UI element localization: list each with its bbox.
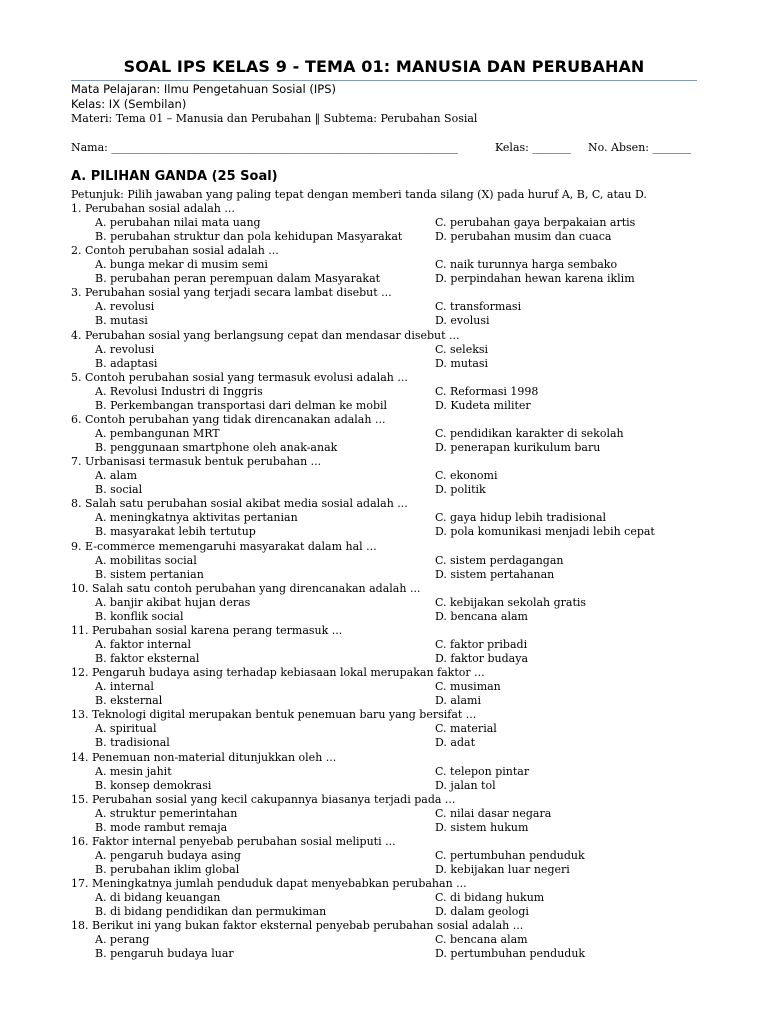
option-d[interactable]: D. pola komunikasi menjadi lebih cepat <box>435 525 655 539</box>
section-heading: A. PILIHAN GANDA (25 Soal) <box>71 169 278 184</box>
option-d[interactable]: D. pertumbuhan penduduk <box>435 947 586 961</box>
option-c[interactable]: C. bencana alam <box>435 933 528 947</box>
option-d[interactable]: D. adat <box>435 736 475 750</box>
name-field[interactable]: Nama: _______________________________________________________________ <box>71 141 458 154</box>
question-stem: 10. Salah satu contoh perubahan yang direncanakan adalah ... <box>71 581 421 595</box>
option-c[interactable]: C. musiman <box>435 680 501 694</box>
instructions: Petunjuk: Pilih jawaban yang paling tepat dengan memberi tanda silang (X) pada huruf A, B, C, atau D. <box>71 188 647 201</box>
option-a[interactable]: A. pengaruh budaya asing <box>95 849 241 862</box>
option-b[interactable]: B. penggunaan smartphone oleh anak-anak <box>95 441 338 454</box>
option-d[interactable]: D. evolusi <box>435 314 490 328</box>
option-c[interactable]: C. sistem perdagangan <box>435 553 564 567</box>
option-b[interactable]: B. perubahan peran perempuan dalam Masyarakat <box>95 272 381 286</box>
option-b[interactable]: B. perubahan iklim global <box>95 863 240 876</box>
option-c[interactable]: C. perubahan gaya berpakaian artis <box>435 216 636 229</box>
question-stem: 2. Contoh perubahan sosial adalah ... <box>71 244 279 258</box>
option-c[interactable]: C. gaya hidup lebih tradisional <box>435 511 607 525</box>
option-c[interactable]: C. transformasi <box>435 300 522 314</box>
question-item <box>71 244 711 286</box>
option-a[interactable]: A. di bidang keuangan <box>95 891 221 905</box>
option-a[interactable]: A. pembangunan MRT <box>95 427 220 440</box>
option-b[interactable]: B. mode rambut remaja <box>95 820 228 834</box>
question-item <box>71 793 711 835</box>
option-a[interactable]: A. internal <box>95 680 154 694</box>
option-c[interactable]: C. material <box>435 722 497 736</box>
question-stem: 11. Perubahan sosial karena perang termasuk ... <box>71 624 343 637</box>
option-d[interactable]: D. alami <box>435 694 482 708</box>
option-c[interactable]: C. di bidang hukum <box>435 891 545 905</box>
question-item <box>71 202 711 244</box>
question-item <box>71 540 711 582</box>
option-d[interactable]: D. kebijakan luar negeri <box>435 863 570 876</box>
option-a[interactable]: A. revolusi <box>95 342 155 356</box>
question-stem: 15. Perubahan sosial yang kecil cakupannya biasanya terjadi pada ... <box>71 792 456 806</box>
option-c[interactable]: C. ekonomi <box>435 469 498 483</box>
option-d[interactable]: D. faktor budaya <box>435 652 529 665</box>
option-b[interactable]: B. eksternal <box>95 694 163 708</box>
option-b[interactable]: B. sistem pertanian <box>95 567 204 581</box>
question-stem: 3. Perubahan sosial yang terjadi secara lambat disebut ... <box>71 286 392 300</box>
subject-line: Mata Pelajaran: Ilmu Pengetahuan Sosial (IPS) <box>71 82 336 96</box>
option-d[interactable]: D. bencana alam <box>435 609 528 623</box>
option-b[interactable]: B. konflik social <box>95 609 184 623</box>
question-stem: 8. Salah satu perubahan sosial akibat media sosial adalah ... <box>71 497 408 511</box>
class-field[interactable]: Kelas: _______ <box>495 141 571 154</box>
option-c[interactable]: C. telepon pintar <box>435 764 530 778</box>
option-d[interactable]: D. sistem hukum <box>435 820 529 834</box>
question-stem: 7. Urbanisasi termasuk bentuk perubahan ... <box>71 455 322 469</box>
option-c[interactable]: C. naik turunnya harga sembako <box>435 258 618 272</box>
question-item <box>71 708 711 750</box>
question-item <box>71 455 711 497</box>
question-stem: 16. Faktor internal penyebab perubahan sosial meliputi ... <box>71 835 396 848</box>
question-stem: 14. Penemuan non-material ditunjukkan oleh ... <box>71 750 337 764</box>
question-item <box>71 413 711 455</box>
question-stem: 17. Meningkatnya jumlah penduduk dapat menyebabkan perubahan ... <box>71 877 467 891</box>
option-a[interactable]: A. Revolusi Industri di Inggris <box>95 384 263 398</box>
option-a[interactable]: A. perang <box>95 933 150 947</box>
option-b[interactable]: B. Perkembangan transportasi dari delman ke mobil <box>95 398 388 412</box>
question-item <box>71 497 711 539</box>
question-item <box>71 835 711 877</box>
option-b[interactable]: B. masyarakat lebih tertutup <box>95 525 256 539</box>
option-c[interactable]: C. pertumbuhan penduduk <box>435 849 585 862</box>
question-stem: 18. Berikut ini yang bukan faktor eksternal penyebab perubahan sosial adalah ... <box>71 919 524 933</box>
question-stem: 4. Perubahan sosial yang berlangsung cepat dan mendasar disebut ... <box>71 328 460 342</box>
question-item <box>71 329 711 371</box>
option-c[interactable]: C. seleksi <box>435 342 489 356</box>
question-item <box>71 877 711 919</box>
option-a[interactable]: A. faktor internal <box>95 638 191 651</box>
option-a[interactable]: A. mesin jahit <box>95 764 172 778</box>
option-b[interactable]: B. tradisional <box>95 736 170 750</box>
option-b[interactable]: B. social <box>95 483 143 497</box>
question-stem: 12. Pengaruh budaya asing terhadap kebiasaan lokal merupakan faktor ... <box>71 666 485 680</box>
question-stem: 6. Contoh perubahan yang tidak direncanakan adalah ... <box>71 413 386 426</box>
option-d[interactable]: D. jalan tol <box>435 778 496 792</box>
student-identity-row <box>71 141 697 155</box>
class-line: Kelas: IX (Sembilan) <box>71 97 187 111</box>
option-c[interactable]: C. pendidikan karakter di sekolah <box>435 427 624 440</box>
absence-number-field[interactable]: No. Absen: _______ <box>588 141 691 154</box>
option-d[interactable]: D. perubahan musim dan cuaca <box>435 230 612 243</box>
question-item <box>71 919 711 961</box>
option-a[interactable]: A. meningkatnya aktivitas pertanian <box>95 511 298 525</box>
question-item <box>71 286 711 328</box>
option-c[interactable]: C. kebijakan sekolah gratis <box>435 595 587 609</box>
option-b[interactable]: B. faktor eksternal <box>95 652 200 665</box>
option-c[interactable]: C. faktor pribadi <box>435 638 528 651</box>
option-c[interactable]: C. nilai dasar negara <box>435 806 552 820</box>
option-a[interactable]: A. struktur pemerintahan <box>95 806 238 820</box>
title-divider <box>71 80 697 81</box>
question-item <box>71 371 711 413</box>
option-b[interactable]: B. adaptasi <box>95 356 158 370</box>
option-a[interactable]: A. bunga mekar di musim semi <box>95 258 268 272</box>
question-item <box>71 624 711 666</box>
option-d[interactable]: D. dalam geologi <box>435 905 529 919</box>
option-b[interactable]: B. pengaruh budaya luar <box>95 947 234 961</box>
question-stem: 13. Teknologi digital merupakan bentuk penemuan baru yang bersifat ... <box>71 708 477 722</box>
question-item <box>71 751 711 793</box>
option-c[interactable]: C. Reformasi 1998 <box>435 384 539 398</box>
question-stem: 9. E-commerce memengaruhi masyarakat dalam hal ... <box>71 539 377 553</box>
option-b[interactable]: B. konsep demokrasi <box>95 778 212 792</box>
question-stem: 1. Perubahan sosial adalah ... <box>71 202 235 215</box>
option-a[interactable]: A. mobilitas social <box>95 553 197 567</box>
option-a[interactable]: A. banjir akibat hujan deras <box>95 595 251 609</box>
option-d[interactable]: D. mutasi <box>435 356 489 370</box>
question-stem: 5. Contoh perubahan sosial yang termasuk evolusi adalah ... <box>71 370 408 384</box>
option-a[interactable]: A. spiritual <box>95 722 157 736</box>
page-title: SOAL IPS KELAS 9 - TEMA 01: MANUSIA DAN PERUBAHAN <box>123 57 645 76</box>
option-a[interactable]: A. revolusi <box>95 300 155 314</box>
option-b[interactable]: B. mutasi <box>95 314 148 328</box>
option-d[interactable]: D. politik <box>435 483 486 497</box>
option-d[interactable]: D. sistem pertahanan <box>435 567 555 581</box>
option-d[interactable]: D. Kudeta militer <box>435 398 531 412</box>
option-a[interactable]: A. perubahan nilai mata uang <box>95 216 261 229</box>
material-line: Materi: Tema 01 – Manusia dan Perubahan ‖ Subtema: Perubahan Sosial <box>71 112 478 125</box>
option-b[interactable]: B. di bidang pendidikan dan permukiman <box>95 905 327 919</box>
option-d[interactable]: D. penerapan kurikulum baru <box>435 441 601 454</box>
question-item <box>71 666 711 708</box>
question-item <box>71 582 711 624</box>
option-a[interactable]: A. alam <box>95 469 138 483</box>
option-b[interactable]: B. perubahan struktur dan pola kehidupan Masyarakat <box>95 230 403 243</box>
option-d[interactable]: D. perpindahan hewan karena iklim <box>435 272 635 286</box>
